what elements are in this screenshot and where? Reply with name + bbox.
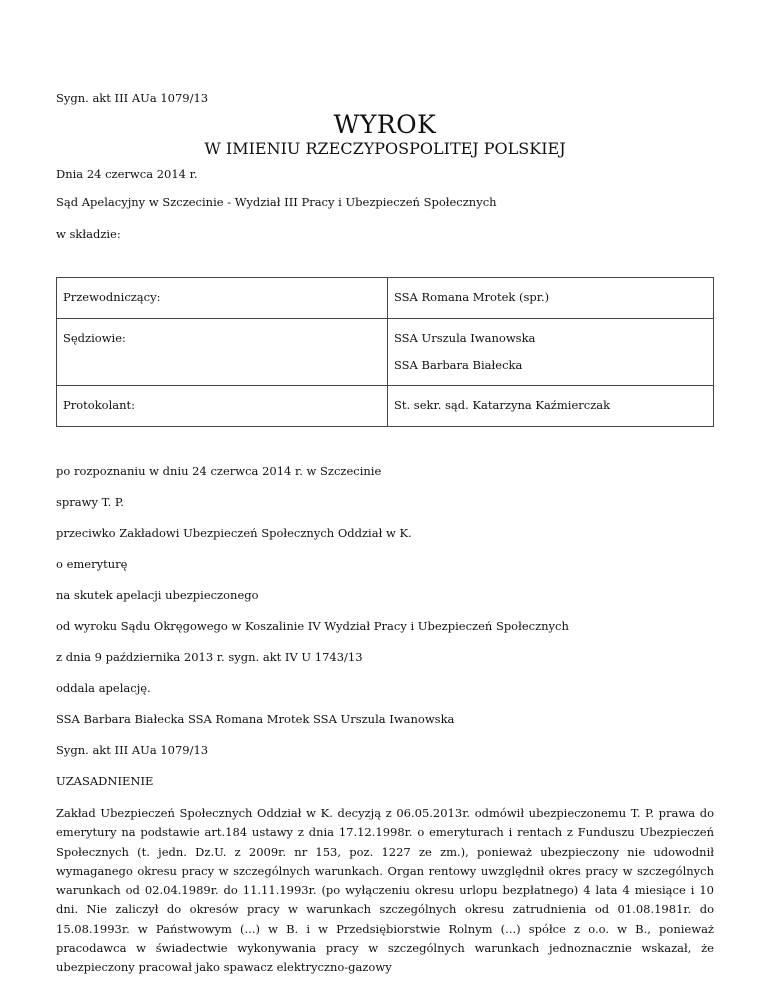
judge-name: SSA Barbara Białecka [394,358,523,372]
case-party-line: sprawy T. P. [56,495,124,509]
lower-court-date-line: z dnia 9 października 2013 r. sygn. akt IV U 1743/13 [56,650,363,664]
presiding-judge: SSA Romana Mrotek (spr.) [394,290,550,304]
composition-intro: w składzie: [56,227,121,241]
appeal-line: na skutek apelacji ubezpieczonego [56,588,259,602]
table-cell [388,386,714,427]
judgment-title: WYROK [333,110,437,139]
case-reference: Sygn. akt III AUa 1079/13 [56,91,209,105]
case-reference-repeat: Sygn. akt III AUa 1079/13 [56,743,209,757]
signatures-line: SSA Barbara Białecka SSA Romana Mrotek SSA Urszula Iwanowska [56,712,455,726]
table-row [57,319,714,386]
court-name: Sąd Apelacyjny w Szczecinie - Wydział III Pracy i Ubezpieczeń Społecznych [56,195,497,209]
table-cell [57,278,388,319]
opponent-line: przeciwko Zakładowi Ubezpieczeń Społecznych Oddział w K. [56,526,412,540]
ruling-line: oddala apelację. [56,681,151,695]
judgment-date: Dnia 24 czerwca 2014 r. [56,167,198,181]
judge-name: SSA Urszula Iwanowska [394,331,536,345]
hearing-line: po rozpoznaniu w dniu 24 czerwca 2014 r. w Szczecinie [56,464,382,478]
justification-paragraph: Zakład Ubezpieczeń Społecznych Oddział w K. decyzją z 06.05.2013r. odmówił ubezpieczonemu T. P. prawa do emerytury na podstawie art.184 ustawy z dnia 17.12.1998r. o emeryturach i rentach z Funduszu Ubezpieczeń Społecznych (t. jedn. Dz.U. z 2009r. nr 153, poz. 1227 ze zm.), ponieważ ubezpieczony nie udowodnił wymaganego okresu pracy w szczególnych warunkach. Organ rentowy uwzględnił okres pracy w szczególnych warunkach od 02.04.1989r. do 11.11.1993r. (po wyłączeniu okresu urlopu bezpłatnego) 4 lata 4 miesiące i 10 dni. Nie zaliczył do okresów pracy w warunkach szczególnych okresu zatrudnienia od 01.08.1981r. do 15.08.1993r. w Państwowym (...) w B. i w Przedsiębiorstwie Rolnym (...) spółce z o.o. w B., ponieważ pracodawca w świadectwie wykonywania pracy w szczególnych warunkach jednoznacznie wskazał, że ubezpieczony pracował jako spawacz elektryczno-gazowy [56,806,714,975]
judges-label: Sędziowie: [63,331,126,345]
judgment-subtitle: W IMIENIU RZECZYPOSPOLITEJ POLSKIEJ [204,139,566,158]
presiding-label: Przewodniczący: [63,290,161,304]
subject-line: o emeryturę [56,557,128,571]
table-row [57,278,714,319]
table-cell [388,319,714,386]
clerk-label: Protokolant: [63,398,136,412]
justification-heading: UZASADNIENIE [56,774,154,788]
court-composition-table [56,277,714,427]
table-cell [57,386,388,427]
table-cell [57,319,388,386]
table-cell [388,278,714,319]
lower-court-line: od wyroku Sądu Okręgowego w Koszalinie IV Wydział Pracy i Ubezpieczeń Społecznych [56,619,569,633]
table-row [57,386,714,427]
clerk-name: St. sekr. sąd. Katarzyna Kaźmierczak [394,398,611,412]
